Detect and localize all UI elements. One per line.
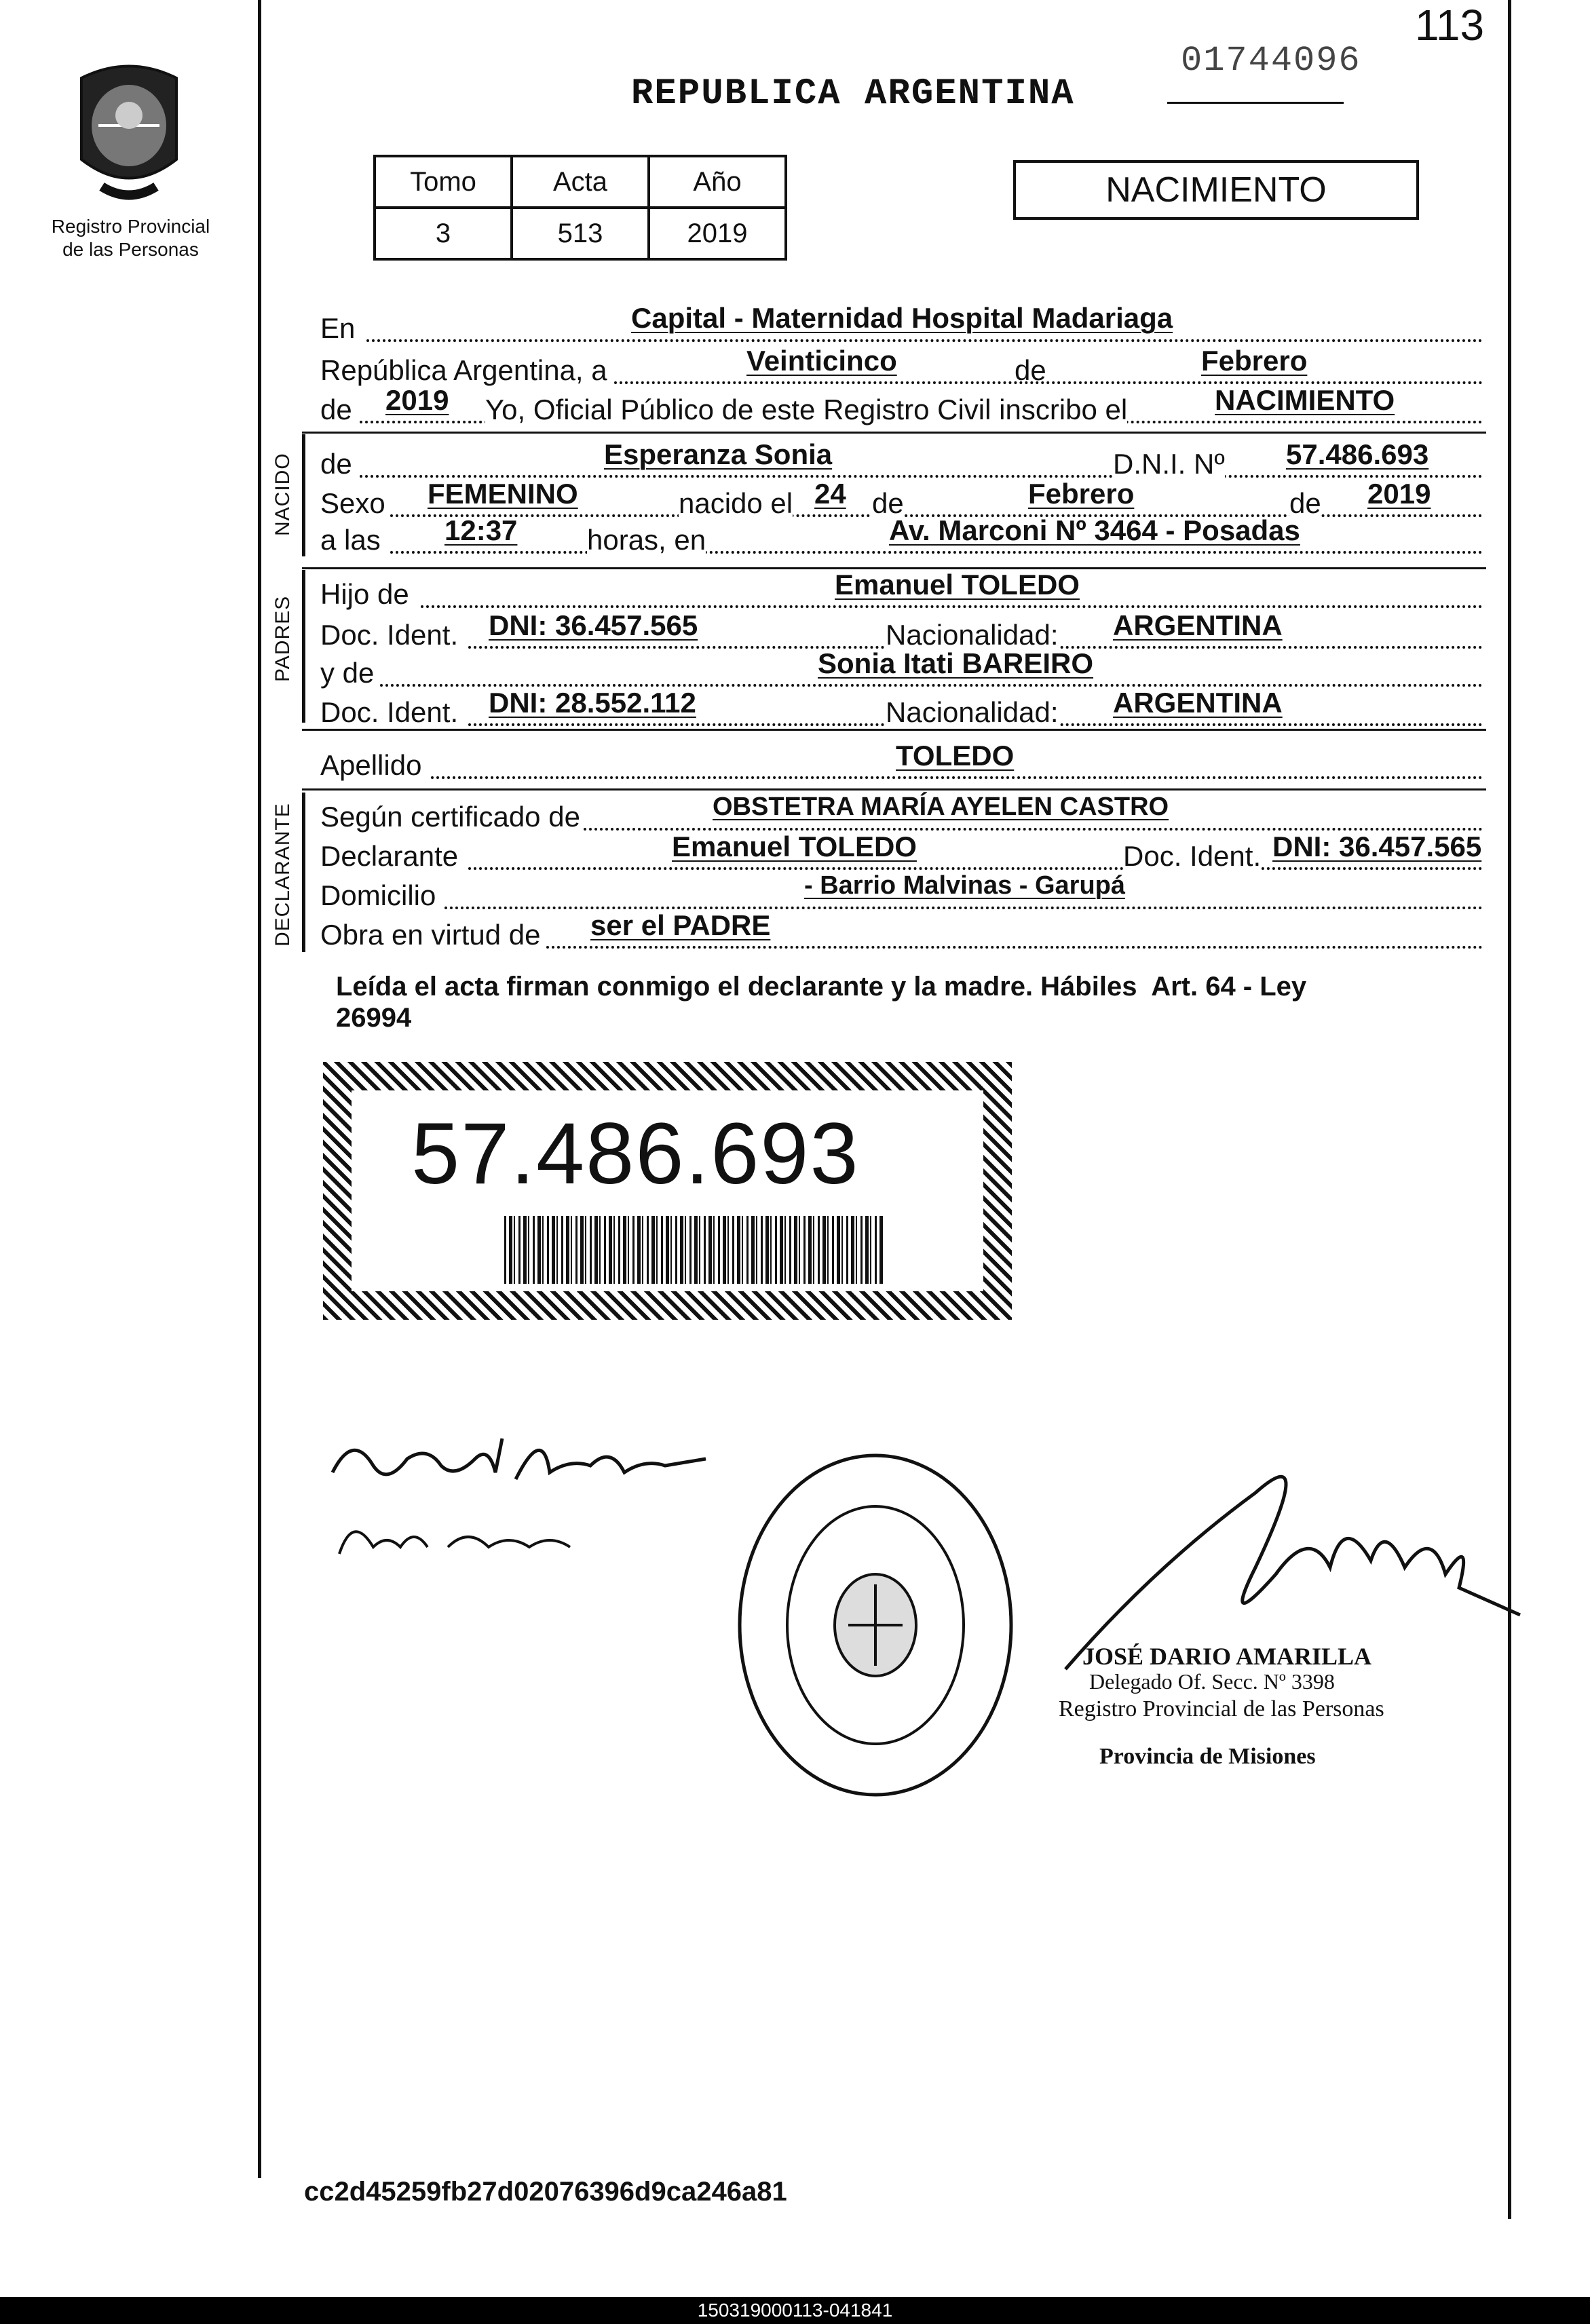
document-type-box: NACIMIENTO [1013, 160, 1419, 220]
mother-doc: DNI: 28.552.112 [489, 687, 696, 719]
label-horas: horas, en [587, 524, 706, 556]
father-nat: ARGENTINA [1113, 609, 1283, 641]
document-hash: cc2d45259fb27d02076396d9ca246a81 [304, 2177, 787, 2207]
label-de: de [1015, 354, 1046, 386]
closing-text-line1: Leída el acta firman conmigo el declarante y la madre. Hábiles Art. 64 - Ley [336, 972, 1307, 1002]
label-nac-mother: Nacionalidad: [886, 696, 1059, 728]
nacido-birth-place: Av. Marconi Nº 3464 - Posadas [889, 514, 1300, 546]
value-anio: 2019 [649, 208, 786, 259]
father-doc: DNI: 36.457.565 [489, 609, 698, 641]
obra-value: ser el PADRE [590, 909, 771, 941]
label-nacido-de: de [320, 448, 352, 480]
label-domicilio: Domicilio [320, 879, 436, 911]
label-nacido-de3: de [1289, 487, 1321, 519]
section-line [302, 729, 1486, 731]
header-acta: Acta [512, 156, 649, 208]
nacido-bar [302, 434, 305, 556]
declarante-doc: DNI: 36.457.565 [1272, 831, 1482, 862]
label-nacido-el: nacido el [679, 487, 793, 519]
label-dni: D.N.I. Nº [1113, 448, 1225, 480]
label-segun: Según certificado de [320, 801, 580, 833]
official-stamp [733, 1449, 1018, 1805]
dots [366, 339, 1483, 342]
date-month: Febrero [1201, 345, 1308, 377]
father-name: Emanuel TOLEDO [835, 569, 1080, 601]
official-province: Provincia de Misiones [1099, 1744, 1316, 1769]
label-nac-father: Nacionalidad: [886, 619, 1059, 651]
footer-code: 150319000113-041841 [0, 2297, 1590, 2324]
label-sexo: Sexo [320, 487, 385, 519]
closing-text-line2: 26994 [336, 1003, 412, 1033]
serial-number: 01744096 [1181, 41, 1361, 81]
nacido-sexo: FEMENINO [428, 478, 578, 510]
dots [431, 776, 1483, 779]
logo-caption-line1: Registro Provincial [51, 216, 210, 237]
declarante-label: DECLARANTE [271, 803, 294, 947]
official-registry: Registro Provincial de las Personas [1059, 1696, 1384, 1721]
dni-box-inner [352, 1090, 983, 1291]
padres-bar [302, 570, 305, 723]
date-year: 2019 [385, 384, 449, 416]
label-republica: República Argentina, a [320, 354, 607, 386]
value-tomo: 3 [375, 208, 512, 259]
certificado-value: OBSTETRA MARÍA AYELEN CASTRO [713, 793, 1169, 821]
domicilio-value: - Barrio Malvinas - Garupá [804, 871, 1126, 900]
label-hijo: Hijo de [320, 578, 409, 610]
label-a-las: a las [320, 524, 381, 556]
nacido-birth-year: 2019 [1367, 478, 1431, 510]
country-title: REPUBLICA ARGENTINA [631, 73, 1075, 115]
mother-nat: ARGENTINA [1113, 687, 1283, 719]
province-logo [61, 58, 197, 207]
label-nacido-de2: de [872, 487, 904, 519]
declarante-value: Emanuel TOLEDO [672, 831, 917, 862]
signature-declarante [326, 1418, 733, 1571]
label-doc-declarante: Doc. Ident. [1123, 840, 1262, 872]
label-doc-father: Doc. Ident. [320, 619, 459, 651]
label-obra: Obra en virtud de [320, 919, 541, 951]
apellido-value: TOLEDO [896, 740, 1015, 772]
logo-caption-line2: de las Personas [62, 239, 199, 260]
serial-underline [1167, 102, 1344, 104]
dots [421, 605, 1483, 608]
header-tomo: Tomo [375, 156, 512, 208]
label-declarante: Declarante [320, 840, 459, 872]
nacido-label: NACIDO [271, 453, 294, 536]
section-line [302, 432, 1486, 434]
header-anio: Año [649, 156, 786, 208]
dots [546, 946, 1483, 949]
dni-number: 57.486.693 [411, 1105, 860, 1202]
right-margin-line [1508, 0, 1511, 2219]
official-name: JOSÉ DARIO AMARILLA [1082, 1643, 1372, 1670]
date-registered: NACIMIENTO [1215, 384, 1395, 416]
dni-box [323, 1062, 1012, 1320]
nacido-dni: 57.486.693 [1286, 438, 1429, 470]
mother-name: Sonia Itati BAREIRO [818, 647, 1094, 679]
padres-label: PADRES [271, 595, 294, 682]
label-de2: de [320, 394, 352, 425]
dots [468, 867, 1483, 870]
date-day: Veinticinco [746, 345, 897, 377]
label-doc-mother: Doc. Ident. [320, 696, 459, 728]
nacido-birth-month: Febrero [1028, 478, 1135, 510]
nacido-name: Esperanza Sonia [604, 438, 833, 470]
section-line [302, 788, 1486, 790]
label-en: En [320, 312, 356, 344]
page-number: 113 [1415, 1, 1485, 50]
registry-table [373, 155, 787, 261]
nacido-birth-day: 24 [814, 478, 846, 510]
dni-barcode [504, 1216, 884, 1284]
place-value: Capital - Maternidad Hospital Madariaga [631, 302, 1173, 334]
left-margin-line [258, 0, 261, 2178]
nacido-birth-time: 12:37 [444, 514, 518, 546]
label-yde: y de [320, 657, 375, 689]
declarante-bar [302, 793, 305, 952]
official-title: Delegado Of. Secc. Nº 3398 [1089, 1669, 1335, 1694]
label-apellido: Apellido [320, 749, 422, 781]
label-yo: Yo, Oficial Público de este Registro Civil inscribo el [485, 394, 1128, 425]
dots [390, 551, 1483, 554]
value-acta: 513 [512, 208, 649, 259]
